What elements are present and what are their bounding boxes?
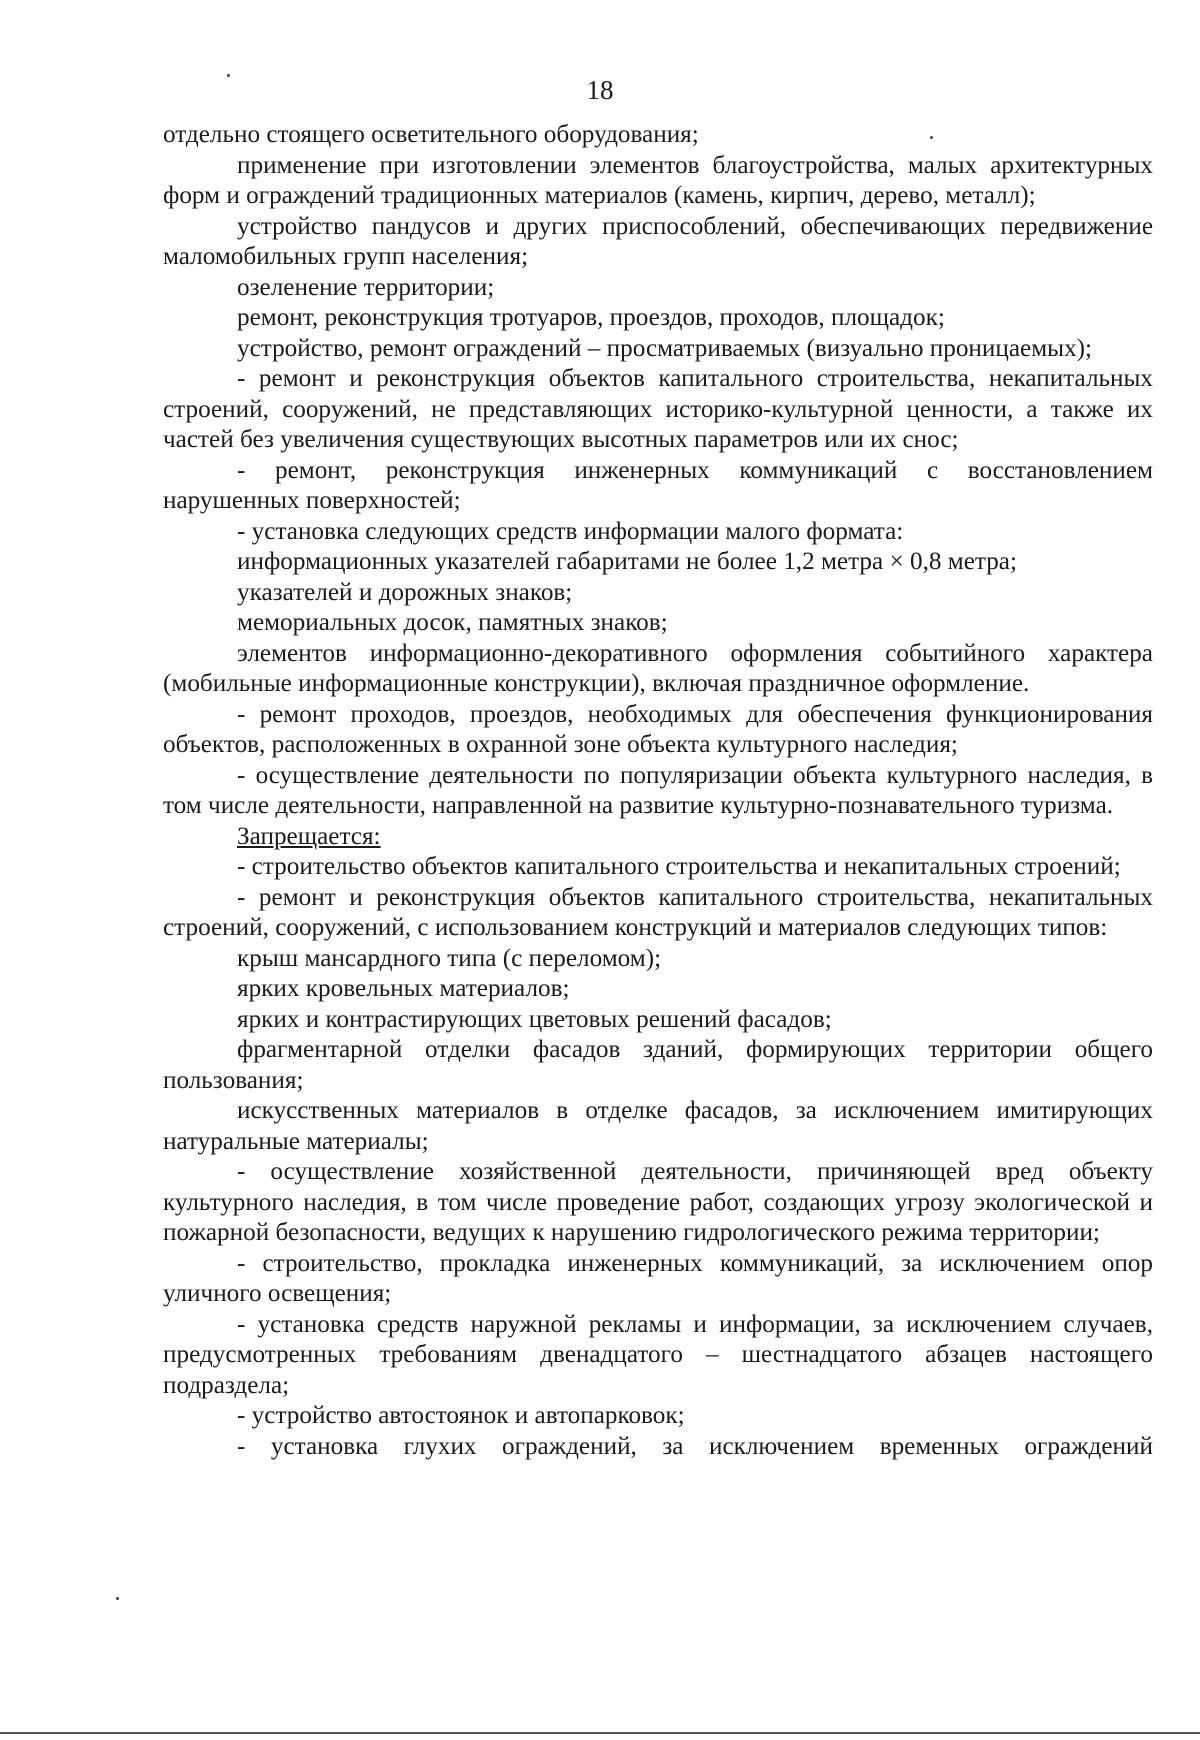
paragraph: озеленение территории; (237, 273, 495, 301)
paragraph: - установка глухих ограждений, за исключением временных ограждений (237, 1432, 1153, 1460)
paragraph: - ремонт, реконструкция инженерных коммуникаций с восстановлением нарушенных поверхностей; (163, 456, 1153, 514)
paragraph: - устройство автостоянок и автопарковок; (237, 1402, 685, 1429)
paragraph: применение при изготовлении элементов благоустройства, малых архитектурных форм и ограждений традиционных материалов (камень, кирпич, дерево, металл); (163, 151, 1153, 209)
page-number: 18 (586, 75, 614, 105)
paragraph: мемориальных досок, памятных знаков; (237, 609, 668, 636)
scan-edge-line (0, 1732, 1200, 1734)
section-heading-prohibited (163, 822, 1153, 853)
paragraph: устройство пандусов и других приспособлений, обеспечивающих передвижение маломобильных групп населения; (163, 212, 1153, 270)
paragraph: отдельно стоящего осветительного оборудования; (163, 121, 699, 148)
paragraph: ярких и контрастирующих цветовых решений фасадов; (237, 1005, 832, 1033)
paragraph: - осуществление деятельности по популяризации объекта культурного наследия, в том числе деятельности, направленной на развитие культурно-познавательного туризма. (163, 761, 1153, 819)
paragraph: - установка следующих средств информации малого формата: (237, 517, 904, 545)
paragraph: - строительство, прокладка инженерных коммуникаций, за исключением опор уличного освещения; (163, 1249, 1153, 1307)
paragraph: ремонт, реконструкция тротуаров, проездов, проходов, площадок; (237, 304, 945, 331)
paragraph: - строительство объектов капитального строительства и некапитальных строений; (237, 853, 1121, 880)
paragraph: крыш мансардного типа (с переломом); (237, 944, 662, 972)
paragraph: - ремонт и реконструкция объектов капитального строительства, некапитальных строений, сооружений, с использованием конструкций и материалов следующих типов: (163, 883, 1153, 941)
paragraph: устройство, ремонт ограждений – просматриваемых (визуально проницаемых); (237, 334, 1093, 362)
scan-speck (227, 74, 230, 77)
paragraph: ярких кровельных материалов; (237, 975, 570, 1002)
paragraph: - ремонт и реконструкция объектов капитального строительства, некапитальных строений, сооружений, не представляющих историко-культурной ценности, а также их частей без увеличения существующих высотных параметров или их снос; (163, 365, 1153, 453)
document-body (163, 120, 1153, 1462)
paragraph: указателей и дорожных знаков; (237, 578, 573, 606)
scan-speck (116, 1597, 119, 1600)
paragraph: - установка средств наружной рекламы и информации, за исключением случаев, предусмотренных требованиям двенадцатого – шестнадцатого абзацев настоящего подраздела; (163, 1310, 1153, 1399)
paragraph: искусственных материалов в отделке фасадов, за исключением имитирующих натуральные материалы; (163, 1097, 1153, 1155)
paragraph: элементов информационно-декоративного оформления событийного характера (мобильные информационные конструкции), включая праздничное оформление. (163, 639, 1153, 697)
paragraph: - осуществление хозяйственной деятельности, причиняющей вред объекту культурного наследия, в том числе проведение работ, создающих угрозу экологической и пожарной безопасности, ведущих к нарушению гидрологического режима территории; (163, 1158, 1153, 1246)
scan-speck (930, 136, 933, 139)
paragraph: - ремонт проходов, проездов, необходимых для обеспечения функционирования объектов, расположенных в охранной зоне объекта культурного наследия; (163, 700, 1153, 758)
paragraph: фрагментарной отделки фасадов зданий, формирующих территории общего пользования; (163, 1036, 1153, 1094)
paragraph: информационных указателей габаритами не более 1,2 метра × 0,8 метра; (237, 548, 1017, 575)
prohibited-heading-text: Запрещается: (237, 822, 381, 850)
